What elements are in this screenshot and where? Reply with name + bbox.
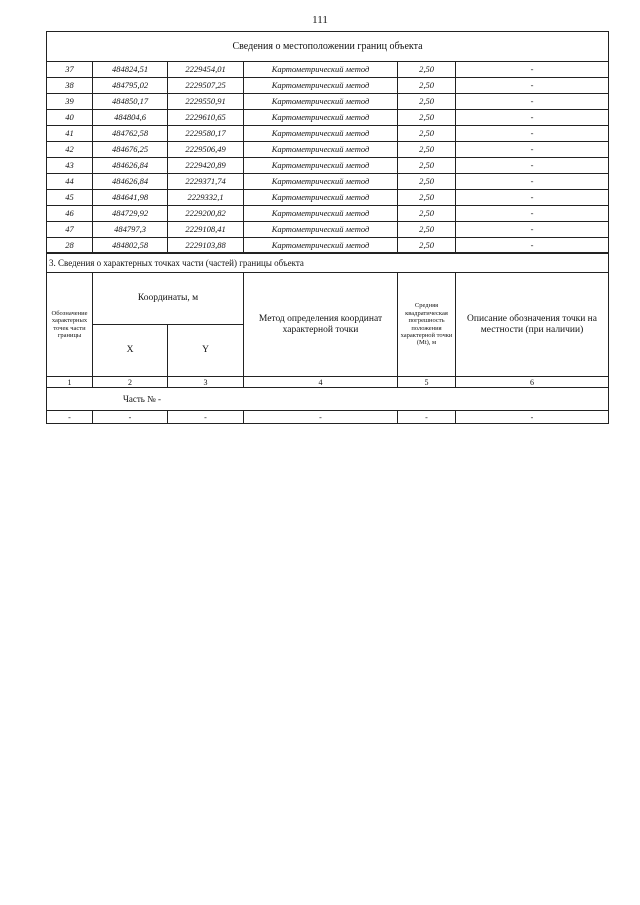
column-number: 5 [398,377,456,388]
column-number: 6 [456,377,609,388]
method-cell: Картометрический метод [244,222,398,238]
y-coordinate-cell: 2229371,74 [168,174,244,190]
table-row [47,62,609,78]
column-number: 1 [47,377,93,388]
accuracy-cell: 2,50 [398,78,456,94]
header-x: X [93,325,168,377]
method-cell: Картометрический метод [244,174,398,190]
description-cell: - [456,206,609,222]
description-cell: - [456,126,609,142]
description-cell: - [456,222,609,238]
accuracy-cell: 2,50 [398,158,456,174]
y-coordinate-cell: 2229108,41 [168,222,244,238]
point-number-cell: 43 [47,158,93,174]
header-y: Y [168,325,244,377]
table-row [47,206,609,222]
header-method: Метод определения координат характерной точки [244,273,398,377]
section-title: 3. Сведения о характерных точках части (частей) границы объекта [47,253,609,273]
method-cell: Картометрический метод [244,158,398,174]
x-coordinate-cell: 484850,17 [93,94,168,110]
table-row [47,126,609,142]
table-row [47,110,609,126]
x-coordinate-cell: 484804,6 [93,110,168,126]
page-number: 111 [312,14,328,26]
x-coordinate-cell: 484795,02 [93,78,168,94]
description-cell: - [456,78,609,94]
header-description: Описание обозначения точки на местности (при наличии) [456,273,609,377]
y-coordinate-cell: 2229454,01 [168,62,244,78]
column-number: 3 [168,377,244,388]
x-coordinate-cell: 484729,92 [93,206,168,222]
header-coordinates: Координаты, м [93,273,244,325]
empty-cell: - [456,411,609,424]
description-cell: - [456,174,609,190]
description-cell: - [456,110,609,126]
point-number-cell: 39 [47,94,93,110]
point-number-cell: 28 [47,238,93,254]
method-cell: Картометрический метод [244,190,398,206]
description-cell: - [456,158,609,174]
point-number-cell: 42 [47,142,93,158]
empty-cell: - [168,411,244,424]
x-coordinate-cell: 484626,84 [93,174,168,190]
point-number-cell: 45 [47,190,93,206]
method-cell: Картометрический метод [244,126,398,142]
accuracy-cell: 2,50 [398,62,456,78]
boundary-table-title: Сведения о местоположении границ объекта [47,32,609,62]
accuracy-cell: 2,50 [398,126,456,142]
y-coordinate-cell: 2229610,65 [168,110,244,126]
empty-cell: - [93,411,168,424]
y-coordinate-cell: 2229103,88 [168,238,244,254]
point-number-cell: 41 [47,126,93,142]
point-number-cell: 37 [47,62,93,78]
x-coordinate-cell: 484676,25 [93,142,168,158]
y-coordinate-cell: 2229332,1 [168,190,244,206]
description-cell: - [456,142,609,158]
column-number: 2 [93,377,168,388]
point-number-cell: 47 [47,222,93,238]
description-cell: - [456,238,609,254]
accuracy-cell: 2,50 [398,190,456,206]
x-coordinate-cell: 484797,3 [93,222,168,238]
table-row [47,190,609,206]
point-number-cell: 44 [47,174,93,190]
method-cell: Картометрический метод [244,62,398,78]
x-coordinate-cell: 484824,51 [93,62,168,78]
accuracy-cell: 2,50 [398,206,456,222]
accuracy-cell: 2,50 [398,110,456,126]
method-cell: Картометрический метод [244,78,398,94]
x-coordinate-cell: 484626,84 [93,158,168,174]
table-row [47,78,609,94]
table-row [47,94,609,110]
y-coordinate-cell: 2229580,17 [168,126,244,142]
accuracy-cell: 2,50 [398,238,456,254]
empty-cell: - [244,411,398,424]
table-row [47,222,609,238]
table-row [47,142,609,158]
y-coordinate-cell: 2229550,91 [168,94,244,110]
accuracy-cell: 2,50 [398,222,456,238]
method-cell: Картометрический метод [244,142,398,158]
part-label: Часть № - [47,388,609,411]
method-cell: Картометрический метод [244,238,398,254]
y-coordinate-cell: 2229200,82 [168,206,244,222]
description-cell: - [456,190,609,206]
method-cell: Картометрический метод [244,94,398,110]
point-number-cell: 40 [47,110,93,126]
accuracy-cell: 2,50 [398,94,456,110]
x-coordinate-cell: 484802,58 [93,238,168,254]
description-cell: - [456,62,609,78]
part-points-table [46,252,609,424]
empty-cell: - [398,411,456,424]
point-number-cell: 46 [47,206,93,222]
table-row [47,158,609,174]
table-row [47,174,609,190]
y-coordinate-cell: 2229420,89 [168,158,244,174]
header-point-designation: Обозначение характерных точек части границы [47,273,93,377]
x-coordinate-cell: 484762,58 [93,126,168,142]
point-number-cell: 38 [47,78,93,94]
column-number: 4 [244,377,398,388]
method-cell: Картометрический метод [244,206,398,222]
description-cell: - [456,94,609,110]
empty-cell: - [47,411,93,424]
header-accuracy: Средняя квадратическая погрешность положения характерной точки (Мt), м [398,273,456,377]
boundary-table [46,31,609,254]
y-coordinate-cell: 2229507,25 [168,78,244,94]
y-coordinate-cell: 2229506,49 [168,142,244,158]
x-coordinate-cell: 484641,98 [93,190,168,206]
accuracy-cell: 2,50 [398,174,456,190]
method-cell: Картометрический метод [244,110,398,126]
accuracy-cell: 2,50 [398,142,456,158]
